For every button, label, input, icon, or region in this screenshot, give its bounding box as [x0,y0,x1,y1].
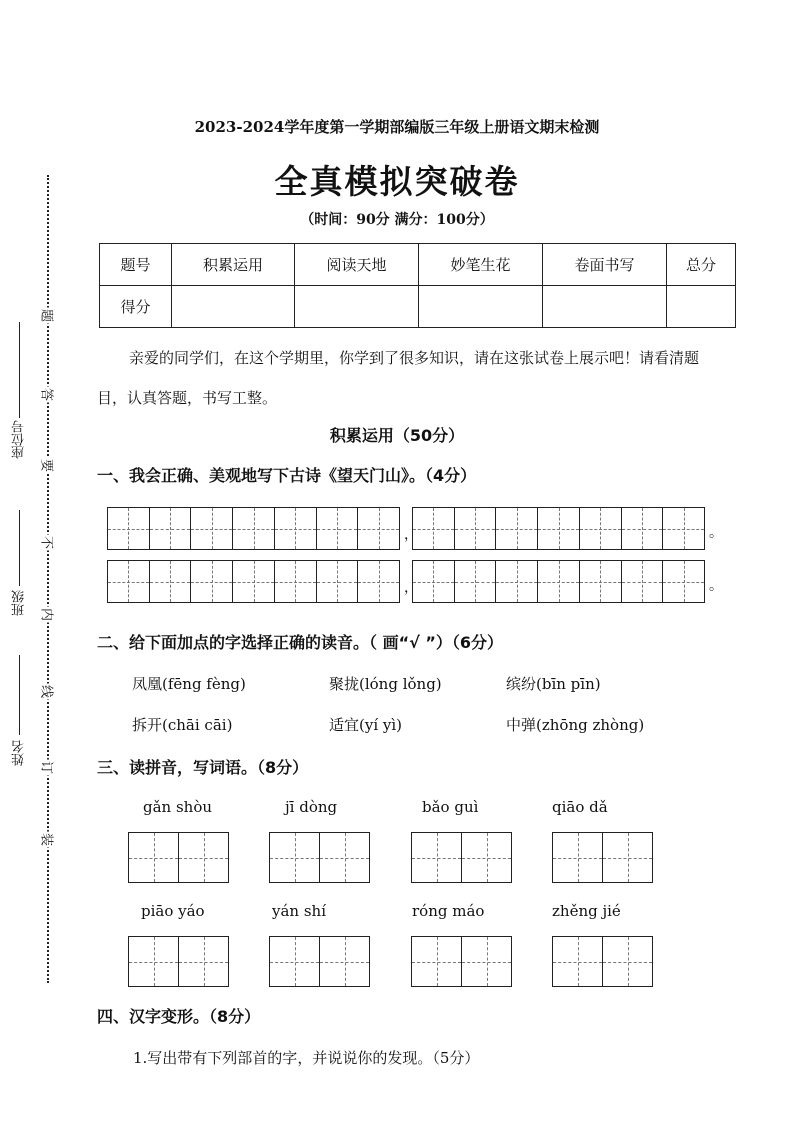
poem-writing-grid[interactable] [412,560,705,603]
poem-writing-grid[interactable] [412,507,705,550]
score-table [99,243,736,328]
seat-number-label: 座位号 [12,420,27,459]
pronunciation-option[interactable]: 中弹(zhōng zhòng) [506,716,645,734]
word-writing-grid[interactable] [269,936,370,987]
question-4-title: 四、汉字变形。（8分） [97,1007,261,1026]
pronunciation-option[interactable]: 拆开(chāi cāi) [132,716,233,734]
score-table-header: 题号 [100,244,172,286]
question-2-title: 二、给下面加点的字选择正确的读音。（ 画“√ ”）（6分） [97,633,503,652]
intro-text: 亲爱的同学们，在这个学期里，你学到了很多知识，请在这张试卷上展示吧！请看清题目，认真答题，书写工整。 [97,349,700,407]
pinyin-label: róng máo [412,902,485,920]
pronunciation-option[interactable]: 适宜(yí yì) [329,716,403,734]
seal-char: 订 [39,760,58,776]
word-writing-grid[interactable] [552,832,653,883]
score-table-header: 卷面书写 [543,244,667,286]
comma-mark: ， [404,527,418,543]
pronunciation-option[interactable]: 凤凰(fēng fèng) [132,675,246,693]
pinyin-label: bǎo guì [422,798,479,816]
pinyin-label: jī dòng [285,798,338,816]
seal-char: 题 [39,308,58,324]
poem-writing-grid[interactable] [107,507,400,550]
comma-mark: ， [404,580,418,596]
score-cell[interactable] [419,286,543,328]
score-table-header: 积累运用 [172,244,295,286]
class-line [19,510,20,586]
score-table-header: 总分 [667,244,736,286]
class-label: 班级 [12,590,27,616]
pinyin-label: piāo yáo [141,902,205,920]
time-info: （时间：90分 满分：100分） [300,212,494,228]
seal-char: 答 [39,387,58,403]
word-writing-grid[interactable] [269,832,370,883]
score-cell[interactable] [172,286,295,328]
question-3-title: 三、读拼音，写词语。（8分） [97,758,309,777]
word-writing-grid[interactable] [411,936,512,987]
pronunciation-option[interactable]: 聚拢(lóng lǒng) [329,675,442,693]
seal-char: 线 [39,684,58,700]
score-cell[interactable] [295,286,419,328]
seat-number-line [19,322,20,418]
exam-title: 全真模拟突破卷 [274,162,520,201]
question-1-title: 一、我会正确、美观地写下古诗《望天门山》。（4分） [97,466,477,485]
pronunciation-option[interactable]: 缤纷(bīn pīn) [506,675,601,693]
word-writing-grid[interactable] [411,832,512,883]
period-mark: 。 [709,525,723,541]
word-writing-grid[interactable] [128,936,229,987]
question-4-sub-1: 1.写出带有下列部首的字，并说说你的发现。（5分） [133,1049,480,1067]
seal-char: 内 [39,607,58,623]
pinyin-label: yán shí [272,902,327,920]
seal-char: 不 [39,535,58,551]
exam-subtitle: 2023-2024学年度第一学期部编版三年级上册语文期末检测 [194,118,600,136]
score-cell[interactable] [667,286,736,328]
score-table-header: 阅读天地 [295,244,419,286]
seal-char: 装 [39,832,58,848]
name-line [19,655,20,735]
period-mark: 。 [709,578,723,594]
seal-char: 要 [39,458,58,474]
poem-writing-grid[interactable] [107,560,400,603]
word-writing-grid[interactable] [552,936,653,987]
pinyin-label: qiāo dǎ [552,798,608,816]
score-cell[interactable] [543,286,667,328]
name-label: 姓名 [12,740,27,766]
score-table-header: 妙笔生花 [419,244,543,286]
score-row-label: 得分 [100,286,172,328]
word-writing-grid[interactable] [128,832,229,883]
pinyin-label: gǎn shòu [143,798,213,816]
pinyin-label: zhěng jié [552,902,621,920]
section-title: 积累运用（50分） [329,426,465,445]
binding-dotted-line [47,175,49,983]
